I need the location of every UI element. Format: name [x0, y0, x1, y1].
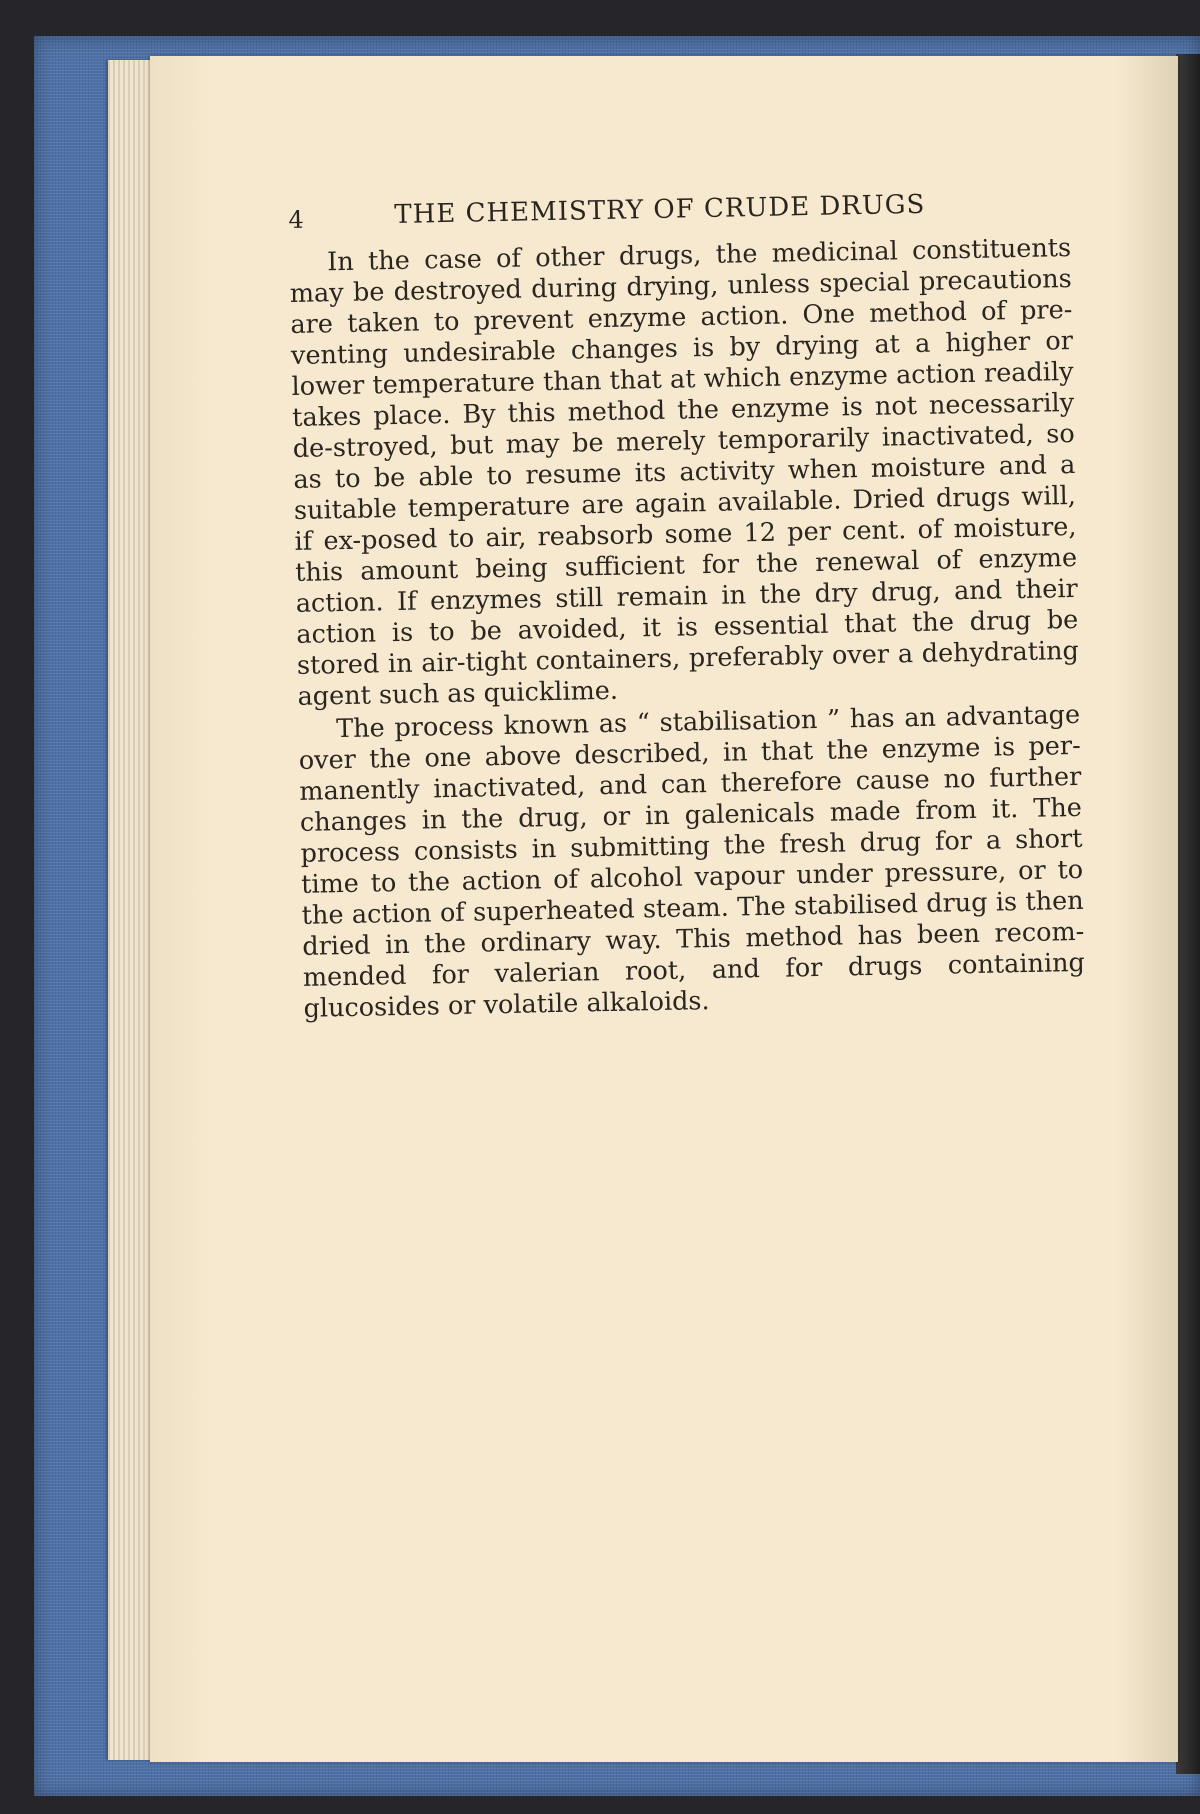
paragraph-1: In the case of other drugs, the medicinal constituents may be destroyed during drying, unless special precautions are taken to prevent enzyme action. One method of pre-venting undesirable changes is by drying at a higher or lower temperature than that at which enzyme action readily takes place. By this method the enzyme is not necessarily de-stroyed, but may be merely temporarily inactivated, so as to be able to resume its activity when moisture and a suitable temperature are again available. Dried drugs will, if ex-posed to air, reabsorb some 12 per cent. of moisture, this amount being sufficient for the renewal of enzyme action. If enzymes still remain in the dry drug, and their action is to be avoided, it is essential that the drug be stored in air-tight containers, preferably over a dehydrating agent such as quicklime. [289, 232, 1080, 712]
running-title: THE CHEMISTRY OF CRUDE DRUGS [394, 189, 926, 230]
paragraph-2: The process known as “ stabilisation ” has an advantage over the one above described, in that the enzyme is per-manently inactivated, and can therefore cause no further changes in the drug, or in galenicals made from it. The process consists in submitting the fresh drug for a short time to the action of alcohol vapour under pressure, or to the action of superheated steam. The stabilised drug is then dried in the ordinary way. This method has been recom-mended for valerian root, and for drugs containing glucosides or volatile alkaloids. [298, 699, 1086, 1024]
page-number: 4 [288, 205, 305, 234]
page-text-block [288, 183, 1086, 1025]
book-spine-gutter [1176, 54, 1200, 1774]
